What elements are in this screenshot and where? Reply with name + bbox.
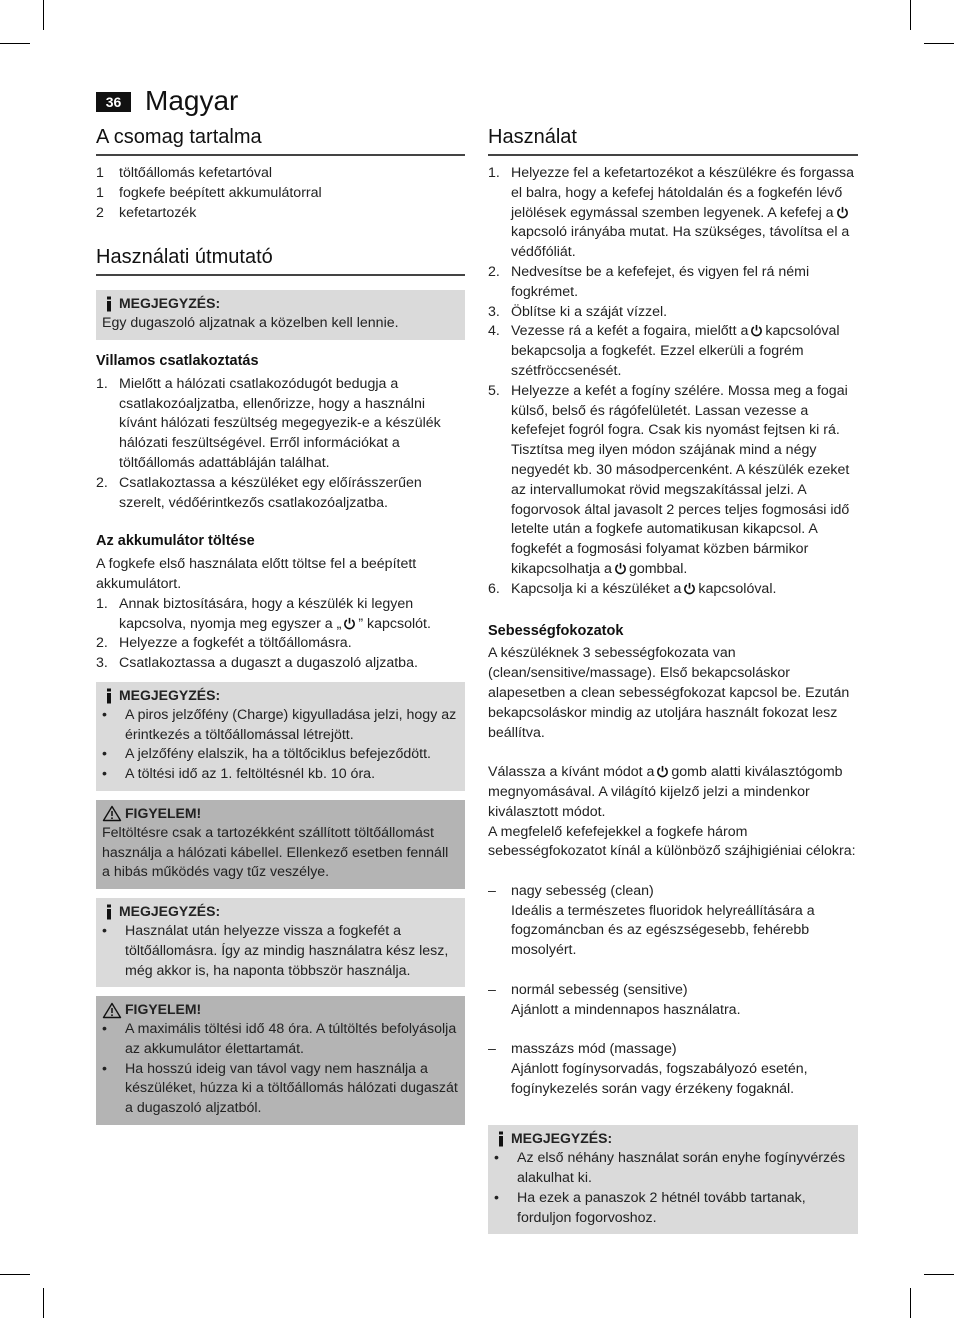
electrical-steps xyxy=(96,375,465,514)
warning-bullets xyxy=(102,1020,459,1119)
step-number: 3. xyxy=(488,303,500,320)
step-text xyxy=(511,382,858,580)
note-bullets xyxy=(494,1149,852,1228)
note-box xyxy=(488,1125,858,1234)
list-item: • A piros jelzőfény (Charge) kigyulladása jelzi, hogy az érintkezés a töltőállomással létrejött. xyxy=(102,706,459,746)
step-text-part: kapcsolóval. xyxy=(698,580,777,597)
warning-box xyxy=(96,996,465,1125)
item-qty: 2 xyxy=(96,204,104,221)
step-number: 1. xyxy=(96,375,108,392)
note-label: MEGJEGYZÉS: xyxy=(119,686,221,703)
mode-description: Ajánlott fogínysorvadás, fogszabályozó esetén, fogínykezelés során vagy érzékeny fogaknál. xyxy=(511,1061,808,1097)
step-text-part: Kapcsolja ki a készüléket a xyxy=(511,580,682,597)
dash: – xyxy=(488,1041,496,1058)
list-item xyxy=(488,164,858,263)
step-text-part: Annak biztosítására, hogy a készülék ki legyen kapcsolva, nyomja meg egyszer a „ xyxy=(119,595,414,632)
package-title: A csomag tartalma xyxy=(96,124,465,156)
step-number: 2. xyxy=(488,263,500,280)
electrical-title: Villamos csatlakoztatás xyxy=(96,352,259,369)
info-icon xyxy=(102,688,116,704)
bullet-text: Ha hosszú ideig van távol vagy nem használja a készüléket, húzza ki a töltőállomás hálózati dugaszát a dugaszoló aljzatból. xyxy=(125,1060,458,1117)
crop-mark xyxy=(0,43,30,44)
step-number: 3. xyxy=(96,655,108,672)
speed-modes xyxy=(488,882,858,1100)
step-text: Nedvesítse be a kefefejet, és vigyen fel rá némi fogkrémet. xyxy=(511,263,810,300)
power-icon xyxy=(614,562,627,575)
list-item xyxy=(488,580,858,600)
step-text-part: kapcsoló irányába mutat. Ha szükséges, távolítsa el a védőfóliát. xyxy=(511,224,850,261)
step-text: Helyezze a fogkefét a töltőállomásra. xyxy=(119,635,352,652)
list-item: • A maximális töltési idő 48 óra. A túltöltés befolyásolja az akkumulátor élettartamát. xyxy=(102,1020,459,1060)
step-text: Csatlakoztassa a dugaszt a dugaszoló aljzatba. xyxy=(119,655,418,672)
step-text xyxy=(511,322,858,381)
left-column xyxy=(96,124,465,1125)
note-box xyxy=(96,682,465,791)
crop-mark xyxy=(910,1288,911,1318)
step-text-part: Helyezze a kefét a fogíny szélére. Mossa meg a fogai külső, belső és rágófelületét. Lassan vezesse a kefefejet fogról fogra. Csak kis nyomást fejtsen ki rá. Tisztítsa meg ilyen módon szájának mind a négy negyedét kb. 30 másodpercenként. A készülék ezeket az intervallumokat rövid megszakítással jelzi. A fogorvosok által javasolt 2 perces teljes fogmosási idő letelte után a fogkefe automatikusan kikapcsol. A fogkefét a fogmosási folyamat közben bármikor kikapcsolhatja a xyxy=(511,382,850,577)
crop-mark xyxy=(0,1274,30,1275)
item-text: fogkefe beépített akkumulátorral xyxy=(119,184,322,201)
step-number: 5. xyxy=(488,382,500,399)
page-number: 36 xyxy=(96,92,131,112)
dash: – xyxy=(488,882,496,899)
step-text xyxy=(511,580,858,600)
list-item xyxy=(96,375,465,474)
note-label: MEGJEGYZÉS: xyxy=(511,1130,613,1147)
step-text xyxy=(511,164,858,263)
crop-mark xyxy=(43,1288,44,1318)
list-item xyxy=(96,184,465,204)
note-header xyxy=(102,294,459,314)
manual-title: Használati útmutató xyxy=(96,244,465,276)
item-text: kefetartozék xyxy=(119,204,197,221)
list-item: • Az első néhány használat során enyhe fogínyvérzés alakulhat ki. xyxy=(494,1149,852,1189)
note-header xyxy=(102,686,459,706)
mode-description: Ideális a természetes fluoridok helyreállítására a fogzománcban és az egészségesebb, fehérebb mosolyért. xyxy=(511,902,815,959)
item-qty: 1 xyxy=(96,165,104,181)
bullet-text: Az első néhány használat során enyhe fogínyvérzés alakulhat ki. xyxy=(517,1150,846,1187)
right-column xyxy=(488,124,858,1234)
mode-name: nagy sebesség (clean) xyxy=(511,882,654,899)
list-item xyxy=(488,382,858,580)
step-number: 6. xyxy=(488,580,500,597)
step-text-part: Vezesse rá a kefét a fogaira, mielőtt a xyxy=(511,323,749,340)
list-item: • Ha hosszú ideig van távol vagy nem használja a készüléket, húzza ki a töltőállomás hálózati dugaszát a dugaszoló aljzatból. xyxy=(102,1060,459,1119)
mode-name: normál sebesség (sensitive) xyxy=(511,981,688,998)
item-text: töltőállomás kefetartóval xyxy=(119,165,272,181)
speeds-paragraph: A készüléknek 3 sebességfokozata van (clean/sensitive/massage). Első bekapcsoláskor alapesetben a clean sebességfokozat kapcsol be. Ezután bekapcsoláskor mindig az utoljára használt fokozat lesz beállítva. xyxy=(488,645,850,741)
step-number: 4. xyxy=(488,323,500,340)
charging-title: Az akkumulátor töltése xyxy=(96,533,255,550)
list-item xyxy=(96,634,465,654)
list-item: • A töltési idő az 1. feltöltésnél kb. 10 óra. xyxy=(102,765,459,785)
item-qty: 1 xyxy=(96,184,104,201)
step-number: 2. xyxy=(96,635,108,652)
list-item xyxy=(488,322,858,381)
note-bullets xyxy=(102,706,459,785)
step-text: Öblítse ki a száját vízzel. xyxy=(511,303,668,320)
note-label: MEGJEGYZÉS: xyxy=(119,295,221,312)
warning-label: FIGYELEM! xyxy=(125,1001,202,1018)
note-header xyxy=(102,902,459,922)
crop-mark xyxy=(924,1274,954,1275)
speeds-paragraph xyxy=(488,763,858,822)
step-text-part: ” kapcsolót. xyxy=(358,615,431,632)
list-item xyxy=(488,303,858,323)
warning-triangle-icon xyxy=(102,805,122,822)
power-icon xyxy=(343,617,356,630)
list-item xyxy=(488,981,858,1021)
power-icon xyxy=(656,765,669,778)
step-text: Csatlakoztassa a készüléket egy előírásszerűen szerelt, védőérintkezős csatlakozóaljzatba. xyxy=(119,474,422,511)
bullet-text: A töltési idő az 1. feltöltésnél kb. 10 óra. xyxy=(125,766,376,783)
bullet-text: Használat után helyezze vissza a fogkefét a töltőállomásra. Így az mindig használatra kész lesz, még akkor is, ha naponta többször használja. xyxy=(125,922,449,979)
bullet-text: A maximális töltési idő 48 óra. A túltöltés befolyásolja az akkumulátor élettartamát. xyxy=(125,1021,457,1057)
note-bullets xyxy=(102,922,459,981)
step-number: 2. xyxy=(96,474,108,491)
package-list xyxy=(96,164,465,223)
charging-intro: A fogkefe első használata előtt töltse fel a beépített akkumulátort. xyxy=(96,556,417,592)
info-icon xyxy=(102,904,116,920)
usage-steps xyxy=(488,164,858,600)
step-number: 1. xyxy=(96,595,108,612)
warning-header xyxy=(102,1000,459,1020)
warning-label: FIGYELEM! xyxy=(125,804,202,821)
list-item xyxy=(488,1040,858,1099)
step-text-part: gombbal. xyxy=(628,560,688,577)
list-item: • Használat után helyezze vissza a fogkefét a töltőállomásra. Így az mindig használatra kész lesz, még akkor is, ha naponta többször használja. xyxy=(102,922,459,981)
paragraph-part: Válassza a kívánt módot a xyxy=(488,764,655,781)
note-box xyxy=(96,898,465,987)
list-item: • Ha ezek a panaszok 2 hétnél tovább tartanak, forduljon fogorvoshoz. xyxy=(494,1189,852,1229)
warning-text: Feltöltésre csak a tartozékként szállított töltőállomást használja a hálózati kábellel. Ellenkező esetben fennáll a hibás működés vagy tűz veszélye. xyxy=(102,824,449,881)
note-text: Egy dugaszoló aljzatnak a közelben kell lennie. xyxy=(102,315,399,332)
warning-triangle-icon xyxy=(102,1002,122,1019)
info-icon xyxy=(494,1131,508,1147)
usage-title: Használat xyxy=(488,124,858,156)
page-title: Magyar xyxy=(145,85,239,116)
dash: – xyxy=(488,981,496,998)
speeds-paragraph: A megfelelő kefefejekkel a fogkefe három sebességfokozatot kínál a különböző szájhigiéniai célokra: xyxy=(488,823,856,860)
list-item xyxy=(96,474,465,514)
list-item xyxy=(96,204,465,224)
bullet-text: Ha ezek a panaszok 2 hétnél tovább tartanak, forduljon fogorvoshoz. xyxy=(517,1189,806,1226)
info-icon xyxy=(102,296,116,312)
crop-mark xyxy=(924,43,954,44)
bullet-text: A jelzőfény elalszik, ha a töltőciklus befejeződött. xyxy=(125,746,431,763)
power-icon xyxy=(750,324,763,337)
charging-steps xyxy=(96,595,465,674)
list-item xyxy=(96,595,465,635)
step-text-part: Helyezze fel a kefetartozékot a készülékre és forgassa el balra, hogy a kefefej hátoldalán és a fogkefén lévő jelölések egymással szemben legyenek. A kefefej a xyxy=(511,165,855,221)
list-item: • A jelzőfény elalszik, ha a töltőciklus befejeződött. xyxy=(102,745,459,765)
warning-box xyxy=(96,800,465,889)
bullet-text: A piros jelzőfény (Charge) kigyulladása jelzi, hogy az érintkezés a töltőállomással létrejött. xyxy=(125,706,457,743)
speeds-title: Sebességfokozatok xyxy=(488,622,624,639)
mode-name: masszázs mód (massage) xyxy=(511,1041,677,1058)
crop-mark xyxy=(43,0,44,30)
list-item xyxy=(488,882,858,961)
step-text: Mielőtt a hálózati csatlakozódugót bedugja a csatlakozóaljzatba, ellenőrizze, hogy a használni kívánt hálózati feszültség megegyezik-e a készülék hálózati feszültségével. Erről információkat a töltőállomás adattábláján találhat. xyxy=(119,375,441,471)
list-item xyxy=(96,654,465,674)
step-text xyxy=(119,595,465,635)
power-icon xyxy=(836,206,849,219)
power-icon xyxy=(683,582,696,595)
list-item xyxy=(96,164,465,184)
note-header xyxy=(494,1129,852,1149)
note-box xyxy=(96,290,465,340)
crop-mark xyxy=(910,0,911,30)
warning-header xyxy=(102,804,459,824)
note-label: MEGJEGYZÉS: xyxy=(119,903,221,920)
list-item xyxy=(488,263,858,303)
step-text-part: kapcsolóval bekapcsolja a fogkefét. Ezzel elkerüli a fogrém szétfröccsenését. xyxy=(511,323,840,379)
step-number: 1. xyxy=(488,165,500,181)
mode-description: Ajánlott a mindennapos használatra. xyxy=(511,1001,741,1018)
paragraph-part: gomb alatti kiválasztógomb megnyomásával. A világító kijelző jelzi a mindenkor kiválasztott módot. xyxy=(488,764,843,820)
